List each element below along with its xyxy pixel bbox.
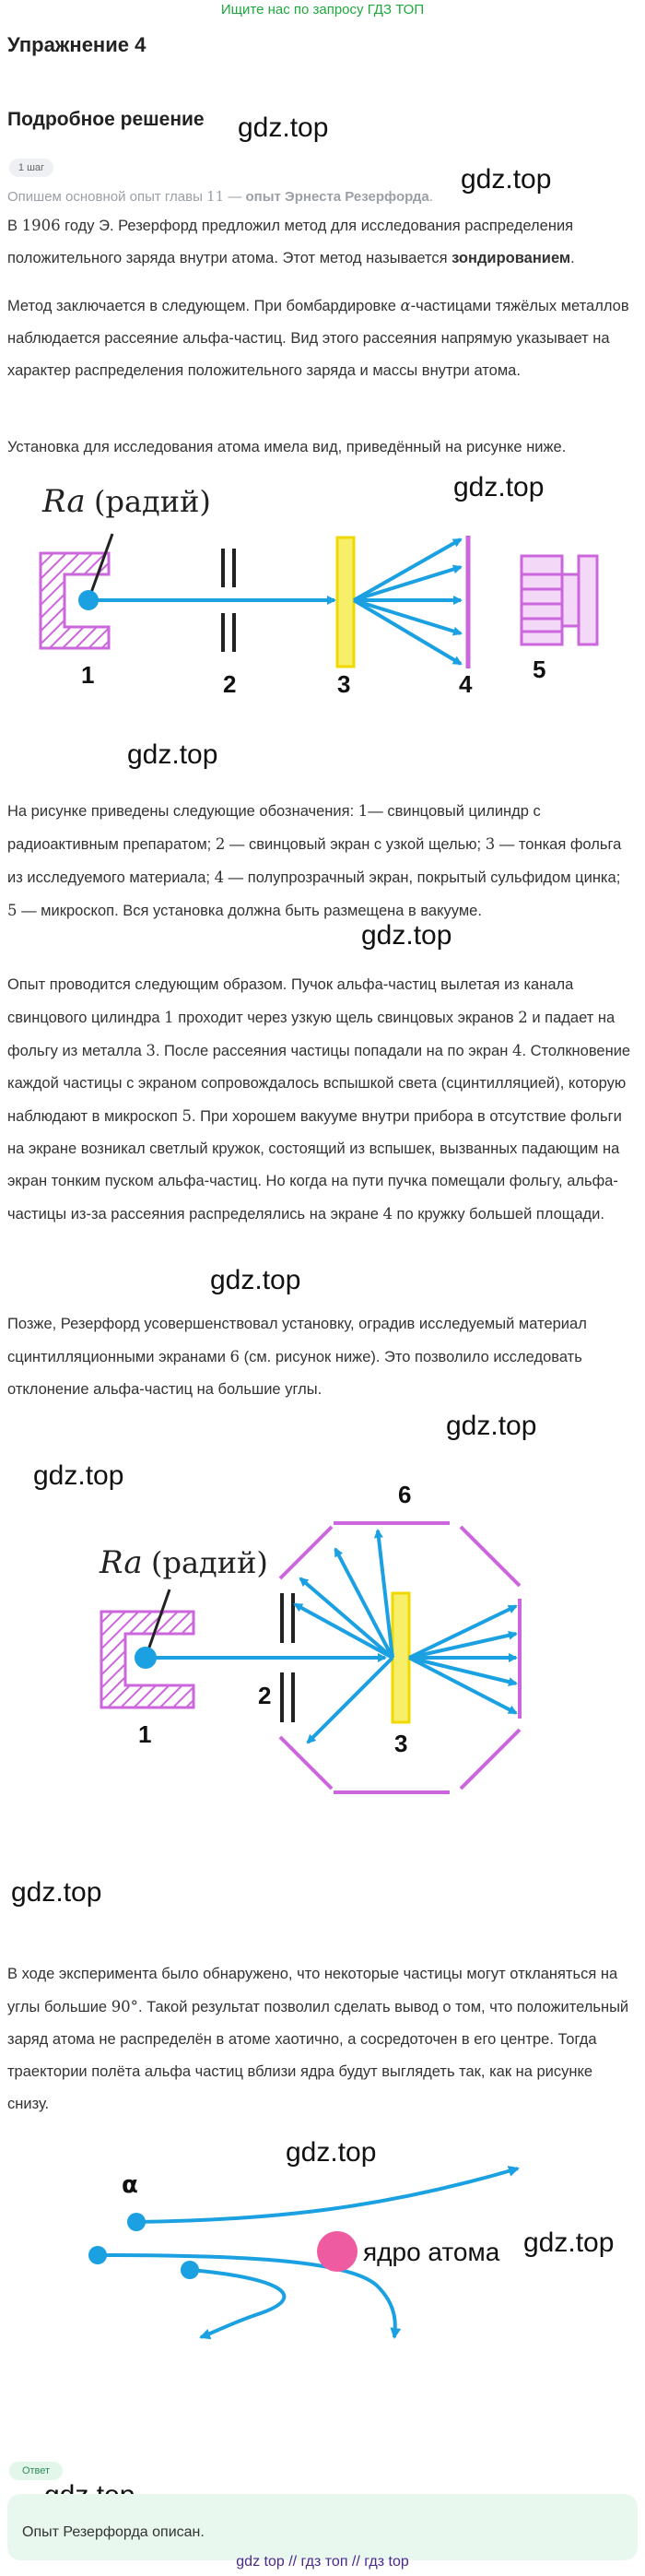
radium-label: Ra (42, 483, 86, 520)
nucleus (317, 2231, 358, 2272)
paragraph-4: На рисунке приведены следующие обозначения: 1— свинцовый цилиндр с радиоактивным препаратом; 2 — свинцовый экран с узкой щелью; 3 — тонкая фольга из исследуемого материала; 4 — полупрозрачный экран, покрытый сульфидом цинка; 5 — микроскоп. Вся установка должна быть размещена в вакууме. (7, 802, 622, 919)
intro-note: Опишем основной опыт главы 11 — опыт Эрнеста Резерфорда. (7, 188, 433, 205)
scattered-ray (354, 539, 461, 600)
watermark: gdz.top (446, 1411, 537, 1441)
scattered-ray (354, 600, 461, 664)
top-banner[interactable]: Ищите нас по запросу ГДЗ ТОП (220, 2, 425, 18)
scattered-ray (354, 600, 461, 633)
foil (337, 538, 354, 667)
watermark: gdz.top (453, 472, 545, 502)
label-4: 4 (459, 670, 473, 698)
nucleus-label: ядро атома (363, 2238, 500, 2266)
paragraph-6: Позже, Резерфорд усовершенствовал установку, оградив исследуемый материал сцинтилляционными экранами 6 (см. рисунок ниже). Это позволило исследовать отклонение альфа-частиц на большие углы. (7, 1316, 587, 1398)
foil (393, 1593, 409, 1722)
scattered-ray (300, 1578, 393, 1658)
alpha-particle (181, 2261, 199, 2279)
trajectory (98, 2255, 395, 2337)
scattered-ray (409, 1658, 516, 1713)
label-6: 6 (398, 1481, 412, 1508)
scattered-ray (409, 1606, 516, 1658)
paragraph-2: Метод заключается в следующем. При бомбардировке α-частицами тяжёлых металлов наблюдается рассеяние альфа-частиц. Вид этого рассеяния напрямую указывает на характер распределения положительного заряда и массы внутри атома. (7, 297, 629, 379)
watermark: gdz.top (461, 164, 552, 195)
paragraph-1: В 1906 году Э. Резерфорд предложил метод для исследования распределения положительного заряда внутри атома. Этот метод называется зондированием. (7, 217, 575, 266)
page-title: Упражнение 4 (7, 33, 147, 56)
watermark: gdz.top (33, 1460, 124, 1491)
radium-label: Ra (100, 1544, 143, 1581)
scattered-ray (308, 1658, 393, 1743)
answer-text: Опыт Резерфорда описан. (22, 2524, 205, 2540)
scattered-ray (378, 1530, 393, 1658)
watermark: gdz.top (238, 112, 329, 143)
trajectory (190, 2270, 284, 2337)
watermark: gdz.top (11, 1877, 102, 1908)
alpha-particle (88, 2246, 107, 2264)
watermark: gdz.top (286, 2137, 377, 2168)
label-1: 1 (138, 1720, 152, 1748)
label-1: 1 (81, 661, 95, 689)
label-3: 3 (394, 1730, 408, 1757)
watermark: gdz.top (361, 920, 452, 951)
figure-setup (0, 475, 645, 715)
trajectory (136, 2168, 518, 2222)
answer-badge: Ответ (9, 2462, 63, 2480)
alpha-label: α (122, 2171, 138, 2199)
scattered-ray (409, 1658, 516, 1684)
paragraph-7: В ходе эксперимента было обнаружено, что некоторые частицы могут откланяться на углы большие 90°. Такой результат позволил сделать вывод о том, что положительный заряд атома не распределён в атоме хаотично, а сосредоточен в его центре. Тогда траектории полёта альфа частиц вблизи ядра будут выглядеть так, как на рисунке снизу. (7, 1966, 629, 2112)
figure-trajectories (0, 2148, 645, 2351)
watermark: gdz.top (523, 2227, 615, 2258)
paragraph-3: Установка для исследования атома имела вид, приведённый на рисунке ниже. (7, 439, 567, 455)
label-2: 2 (223, 670, 237, 698)
alpha-particle (127, 2213, 146, 2231)
paragraph-5: Опыт проводится следующим образом. Пучок альфа-частиц вылетая из канала свинцового цилиндра 1 проходит через узкую щель свинцовых экранов 2 и падает на фольгу из металла 3. После рассеяния частицы попадали на по экран 4. Столкновение каждой частицы с экраном сопровождалось вспышкой света (сцинтилляцией), которую наблюдают в микроскоп 5. При хорошем вакууме внутри прибора в отсутствие фольги на экране возникал светлый кружок, состоящий из вспышек, вызванных падающим на экран тонким пуском альфа-частиц. Но когда на пути пучка помещали фольгу, альфа-частицы из-за рассеяния распределялись на экране 4 по кружку большей площади. (7, 976, 631, 1223)
radium-label-paren: (радий) (94, 484, 211, 519)
scattered-ray (354, 567, 461, 600)
scattered-ray (409, 1634, 516, 1658)
step-badge: 1 шаг (9, 159, 53, 177)
watermark: gdz.top (210, 1265, 301, 1295)
radium-label-paren: (радий) (151, 1545, 268, 1580)
figure-improved-setup (0, 1475, 645, 1807)
label-3: 3 (337, 670, 351, 698)
section-subtitle: Подробное решение (7, 109, 205, 130)
microscope (522, 556, 597, 644)
footer-links[interactable]: gdz top // гдз топ // гдз top (236, 2554, 409, 2570)
label-5: 5 (533, 656, 546, 683)
watermark: gdz.top (127, 739, 218, 770)
label-2: 2 (258, 1682, 272, 1709)
